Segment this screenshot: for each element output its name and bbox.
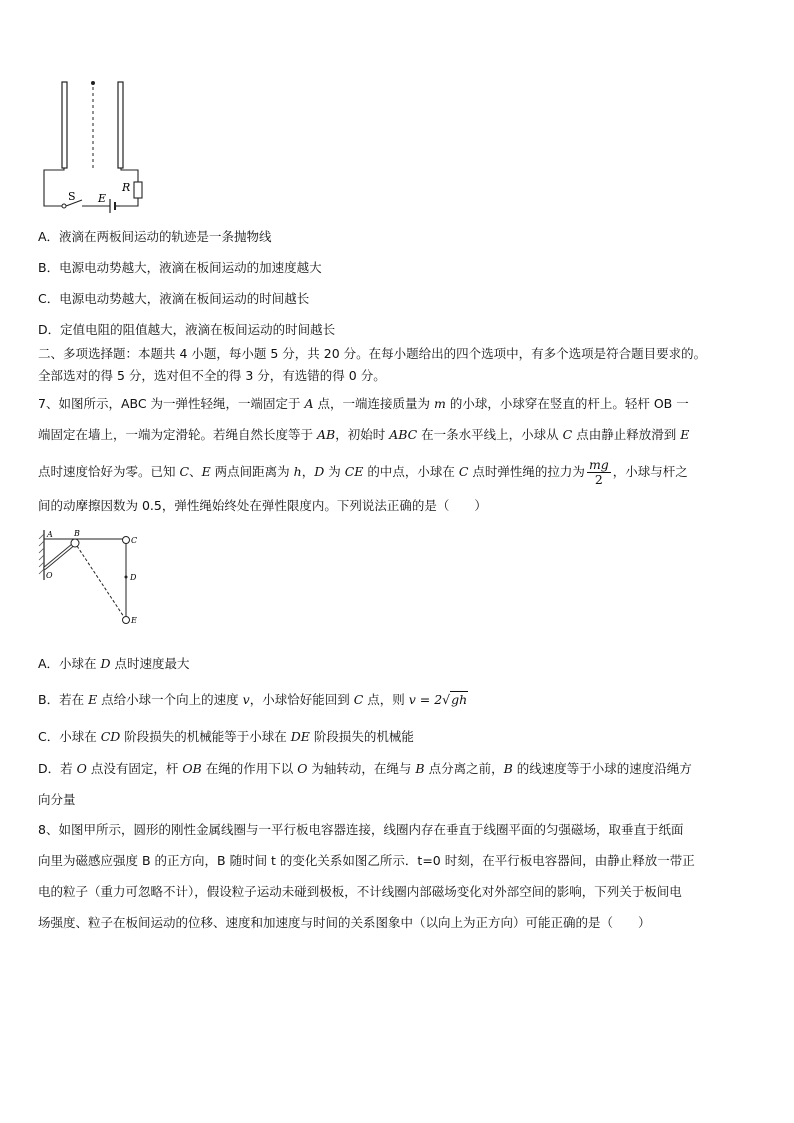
q6-option-d: D．定值电阻的阻值越大，液滴在板间运动的时间越长 — [38, 322, 336, 337]
q6-option-b: B．电源电动势越大，液滴在板间运动的加速度越大 — [38, 260, 322, 275]
q8-line2: 向里为磁感应强度 B 的正方向，B 随时间 t 的变化关系如图乙所示．t=0 时刻，在平行板电容器间，由静止释放一带正 — [38, 853, 695, 868]
q6-option-a: A．液滴在两板间运动的轨迹是一条抛物线 — [38, 229, 272, 244]
q8-line3: 电的粒子（重力可忽略不计），假设粒子运动未碰到极板，不计线圈内部磁场变化对外部空间的影响，下列关于板间电 — [38, 884, 682, 899]
label-r: R — [122, 181, 131, 194]
q6-option-c: C．电源电动势越大，液滴在板间运动的时间越长 — [38, 291, 310, 306]
fig2-label-d: D — [130, 573, 137, 582]
q7-option-a: A．小球在 D 点时速度最大 — [38, 656, 190, 671]
sqrt-expression: v = 2√gh — [408, 692, 468, 707]
fraction-mg-over-2: $\frac{mg}{2}$ — [588, 457, 609, 487]
label-s: S — [68, 190, 76, 203]
q7-option-c: C．小球在 CD 阶段损失的机械能等于小球在 DE 阶段损失的机械能 — [38, 729, 414, 744]
q7-option-d-line2: 向分量 — [38, 792, 76, 807]
fig2-label-e: E — [131, 616, 137, 625]
label-e: E — [98, 192, 107, 205]
q7-line4: 间的动摩擦因数为 0.5，弹性绳始终处在弹性限度内。下列说法正确的是（ ） — [38, 498, 487, 513]
fig2-label-c: C — [131, 536, 138, 545]
capacitor-circuit-figure — [38, 78, 148, 218]
q8-line1: 8、如图甲所示，圆形的刚性金属线圈与一平行板电容器连接，线圈内存在垂直于线圈平面的匀强磁场，取垂直于纸面 — [38, 822, 684, 837]
fig2-label-o: O — [46, 571, 53, 580]
q7-option-b: B．若在 E 点给小球一个向上的速度 v，小球恰好能回到 C 点，则 v = 2√gh — [38, 692, 468, 707]
section2-line1: 二、多项选择题：本题共 4 小题，每小题 5 分，共 20 分。在每小题给出的四个选项中，有多个选项是符合题目要求的。 — [38, 346, 707, 361]
section2-line2: 全部选对的得 5 分，选对但不全的得 3 分，有选错的得 0 分。 — [38, 368, 386, 383]
q7-option-d-line1: D．若 O 点没有固定，杆 OB 在绳的作用下以 O 为轴转动，在绳与 B 点分离之前，B 的线速度等于小球的速度沿绳方 — [38, 761, 692, 776]
q7-line2: 端固定在墙上，一端为定滑轮。若绳自然长度等于 AB，初始时 ABC 在一条水平线上，小球从 C 点由静止释放滑到 E — [38, 427, 690, 442]
fig2-label-b: B — [74, 529, 80, 538]
q7-line1: 7、如图所示，ABC 为一弹性轻绳，一端固定于 A 点，一端连接质量为 m 的小球，小球穿在竖直的杆上。轻杆 OB 一 — [38, 396, 689, 411]
q8-line4: 场强度、粒子在板间运动的位移、速度和加速度与时间的关系图象中（以向上为正方向）可能正确的是（ ） — [38, 915, 651, 930]
fig2-label-a: A — [47, 530, 53, 539]
q7-line3: 点时速度恰好为零。已知 C、E 两点间距离为 h，D 为 CE 的中点，小球在 C 点时弹性绳的拉力为 $\frac{mg}{2}$ ，小球与杆之 — [38, 457, 688, 487]
elastic-rope-figure — [38, 528, 148, 638]
